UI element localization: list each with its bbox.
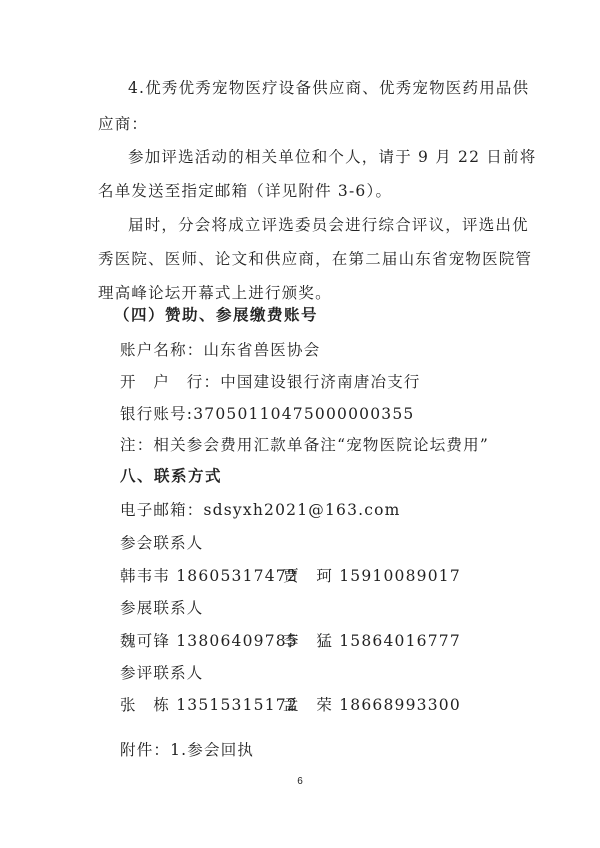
page-number: 6 <box>297 776 303 787</box>
exhibit-contact-label: 参展联系人 <box>120 599 204 617</box>
attend-contact-person2: 贾 珂 15910089017 <box>283 567 461 585</box>
submit-line1: 参加评选活动的相关单位和个人，请于 9 月 22 日前将 <box>128 148 537 166</box>
item4-line1: 4.优秀优秀宠物医疗设备供应商、优秀宠物医药用品供 <box>128 79 530 97</box>
review-contact-label: 参评联系人 <box>120 664 204 682</box>
submit-line2: 名单发送至指定邮箱（详见附件 3-6）。 <box>98 182 393 200</box>
attend-contact-label: 参会联系人 <box>120 534 204 552</box>
review-line1: 届时，分会将成立评选委员会进行综合评议，评选出优 <box>128 216 529 234</box>
account-number: 银行账号:37050110475000000355 <box>120 405 415 423</box>
review-contact-person1: 张 栋 13515315172 <box>120 696 298 714</box>
contact-email: 电子邮箱：sdsyxh2021@163.com <box>120 501 401 519</box>
review-line2: 秀医院、医师、论文和供应商，在第二届山东省宠物医院管 <box>98 250 533 268</box>
attachment-line: 附件：1.参会回执 <box>120 741 255 759</box>
account-name: 账户名称：山东省兽医协会 <box>120 341 321 359</box>
exhibit-contact-person1: 魏可锋 13806409785 <box>120 632 298 650</box>
payment-note: 注：相关参会费用汇款单备注“宠物医院论坛费用” <box>120 436 489 454</box>
attend-contact-person1: 韩韦韦 18605317472 <box>120 567 298 585</box>
exhibit-contact-person2: 李 猛 15864016777 <box>283 632 461 650</box>
contact-heading: 八、联系方式 <box>120 467 223 485</box>
review-contact-person2: 孟 荣 18668993300 <box>283 696 461 714</box>
review-line3: 理高峰论坛开幕式上进行颁奖。 <box>98 284 332 302</box>
bank-name: 开 户 行：中国建设银行济南唐冶支行 <box>120 373 421 391</box>
payment-heading: （四）赞助、参展缴费账号 <box>114 306 319 324</box>
item4-line2: 应商： <box>98 115 149 133</box>
